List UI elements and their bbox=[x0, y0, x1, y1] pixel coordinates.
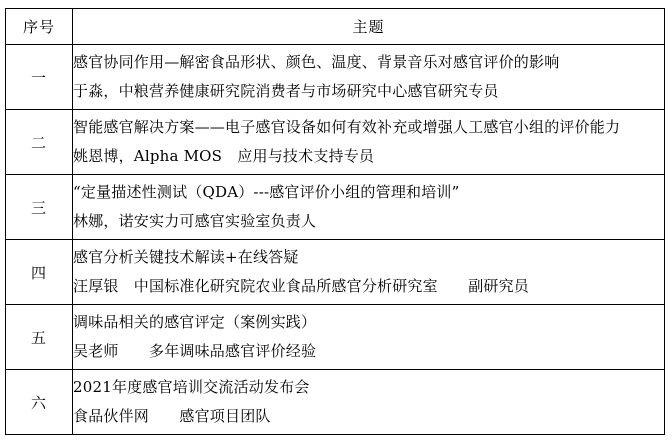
schedule-table bbox=[5, 8, 665, 435]
topic-speaker: 食品伙伴网 感官项目团队 bbox=[73, 407, 271, 425]
topic-speaker: 于淼，中粮营养健康研究院消费者与市场研究中心感官研究专员 bbox=[73, 82, 499, 100]
topic-title: “定量描述性测试（QDA）---感官评价小组的管理和培训” bbox=[73, 183, 460, 201]
topic-cell bbox=[73, 240, 665, 305]
table-row bbox=[6, 305, 665, 370]
table-header bbox=[6, 9, 665, 45]
topic-cell bbox=[73, 175, 665, 240]
column-header-topic: 主题 bbox=[73, 9, 665, 45]
topic-title: 调味品相关的感官评定（案例实践） bbox=[73, 313, 317, 331]
row-number-cell: 六 bbox=[6, 370, 73, 435]
row-number-cell: 四 bbox=[6, 240, 73, 305]
topic-cell bbox=[73, 305, 665, 370]
topic-speaker: 吴老师 多年调味品感官评价经验 bbox=[73, 342, 317, 360]
table-row bbox=[6, 370, 665, 435]
topic-title: 感官协同作用—解密食品形状、颜色、温度、背景音乐对感官评价的影响 bbox=[73, 53, 560, 71]
topic-cell bbox=[73, 45, 665, 110]
topic-speaker: 汪厚银 中国标准化研究院农业食品所感官分析研究室 副研究员 bbox=[73, 277, 530, 295]
topic-title: 智能感官解决方案——电子感官设备如何有效补充或增强人工感官小组的评价能力 bbox=[73, 118, 621, 136]
topic-cell bbox=[73, 370, 665, 435]
topic-speaker: 姚恩博，Alpha MOS 应用与技术支持专员 bbox=[73, 147, 375, 165]
table-body bbox=[6, 45, 665, 435]
table-row bbox=[6, 110, 665, 175]
header-row bbox=[6, 9, 665, 45]
topic-title: 感官分析关键技术解读+在线答疑 bbox=[73, 248, 299, 266]
row-number-cell: 一 bbox=[6, 45, 73, 110]
row-number-cell: 五 bbox=[6, 305, 73, 370]
table-row bbox=[6, 175, 665, 240]
topic-cell bbox=[73, 110, 665, 175]
topic-title: 2021年度感官培训交流活动发布会 bbox=[73, 378, 310, 396]
table-row bbox=[6, 45, 665, 110]
row-number-cell: 二 bbox=[6, 110, 73, 175]
table-row bbox=[6, 240, 665, 305]
row-number-cell: 三 bbox=[6, 175, 73, 240]
topic-speaker: 林娜，诺安实力可感官实验室负责人 bbox=[73, 212, 317, 230]
column-header-number: 序号 bbox=[6, 9, 73, 45]
